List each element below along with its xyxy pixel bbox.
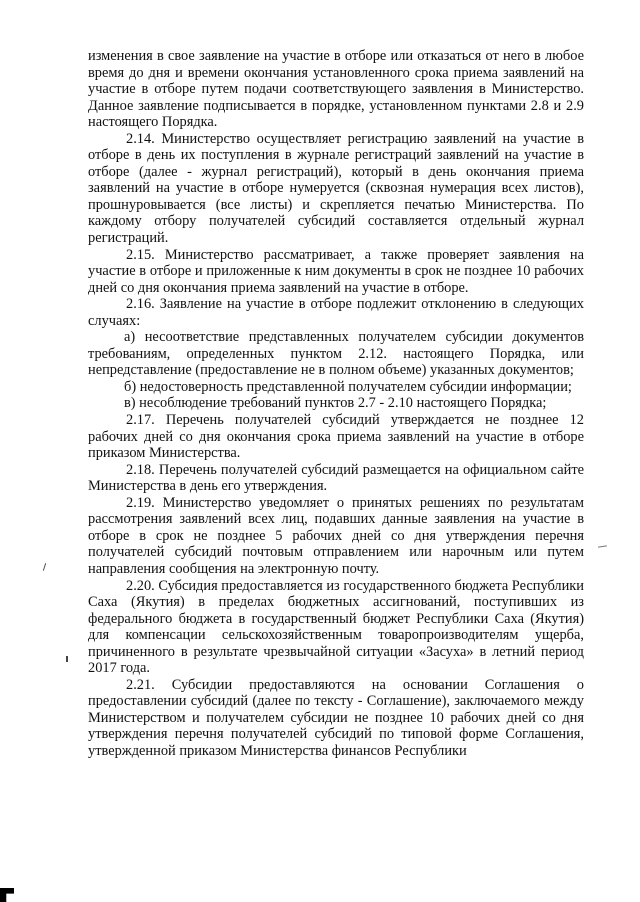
scan-speck-mark — [66, 656, 68, 662]
scan-speck-mark — [43, 563, 47, 571]
paragraph-continuation: изменения в свое заявление на участие в отборе или отказаться от него в любое время до дня и времени окончания установленного срока приема заявлений на участие в отборе путем подачи соответствующего заявления в Министерство. Данное заявление подписывается в порядке, установленном пунктами 2.8 и 2.9 настоящего Порядка. — [88, 48, 584, 131]
paragraph-2-14: 2.14. Министерство осуществляет регистрацию заявлений на участие в отборе в день их поступления в журнале регистраций заявлений на участие в отборе (далее - журнал регистраций), который в день окончания приема заявлений на участие в отборе нумеруется (сквозная нумерация всех листов), прошнуровывается (все листы) и скрепляется печатью Министерства. По каждому отбору получателей субсидий составляется отдельный журнал регистраций. — [88, 130, 584, 247]
paragraph-2-16: 2.16. Заявление на участие в отборе подлежит отклонению в следующих случаях: — [88, 296, 584, 329]
scan-speck-mark — [598, 545, 607, 548]
paragraph-2-21: 2.21. Субсидии предоставляются на основании Соглашения о предоставлении субсидий (далее по тексту - Соглашение), заключаемого между Министерством и получателем субсидии не позднее 10 рабочих дней со дня утверждения перечня получателей субсидий по типовой форме Соглашения, утвержденной приказом Министерства финансов Республики — [88, 676, 584, 759]
document-page — [88, 48, 584, 760]
list-item-b: б) недостоверность представленной получателем субсидии информации; — [124, 378, 572, 395]
paragraph-2-20: 2.20. Субсидия предоставляется из государственного бюджета Республики Саха (Якутия) в пределах бюджетных ассигнований, поступивших из федерального бюджета в государственный бюджет Республики Саха (Якутия) для компенсации сельскохозяйственным товаропроизводителям ущерба, причиненного в результате чрезвычайной ситуации «Засуха» в летний период 2017 года. — [88, 577, 584, 677]
paragraph-2-17: 2.17. Перечень получателей субсидий утверждается не позднее 12 рабочих дней со дня окончания срока приема заявлений на участие в отборе приказом Министерства. — [88, 412, 584, 462]
paragraph-2-19: 2.19. Министерство уведомляет о принятых решениях по результатам рассмотрения заявлений всех лиц, подавших данные заявления на участие в отборе в срок не позднее 5 рабочих дней со дня утверждения перечня получателей субсидий почтовым отправлением или нарочным или путем направления сообщения на электронную почту. — [88, 494, 584, 577]
paragraph-2-18: 2.18. Перечень получателей субсидий размещается на официальном сайте Министерства в день его утверждения. — [88, 461, 584, 495]
list-item-v: в) несоблюдение требований пунктов 2.7 - 2.10 настоящего Порядка; — [124, 395, 547, 412]
paragraph-2-15: 2.15. Министерство рассматривает, а также проверяет заявления на участие в отборе и приложенные к ним документы в срок не позднее 10 рабочих дней со дня окончания приема заявлений на участие в отборе. — [88, 246, 584, 296]
scan-corner-mark — [0, 888, 14, 902]
list-item-a: а) несоответствие представленных получателем субсидии документов требованиям, определенных пунктом 2.12. настоящего Порядка, или непредставление (предоставление не в полном объеме) указанных документов; — [88, 329, 584, 379]
